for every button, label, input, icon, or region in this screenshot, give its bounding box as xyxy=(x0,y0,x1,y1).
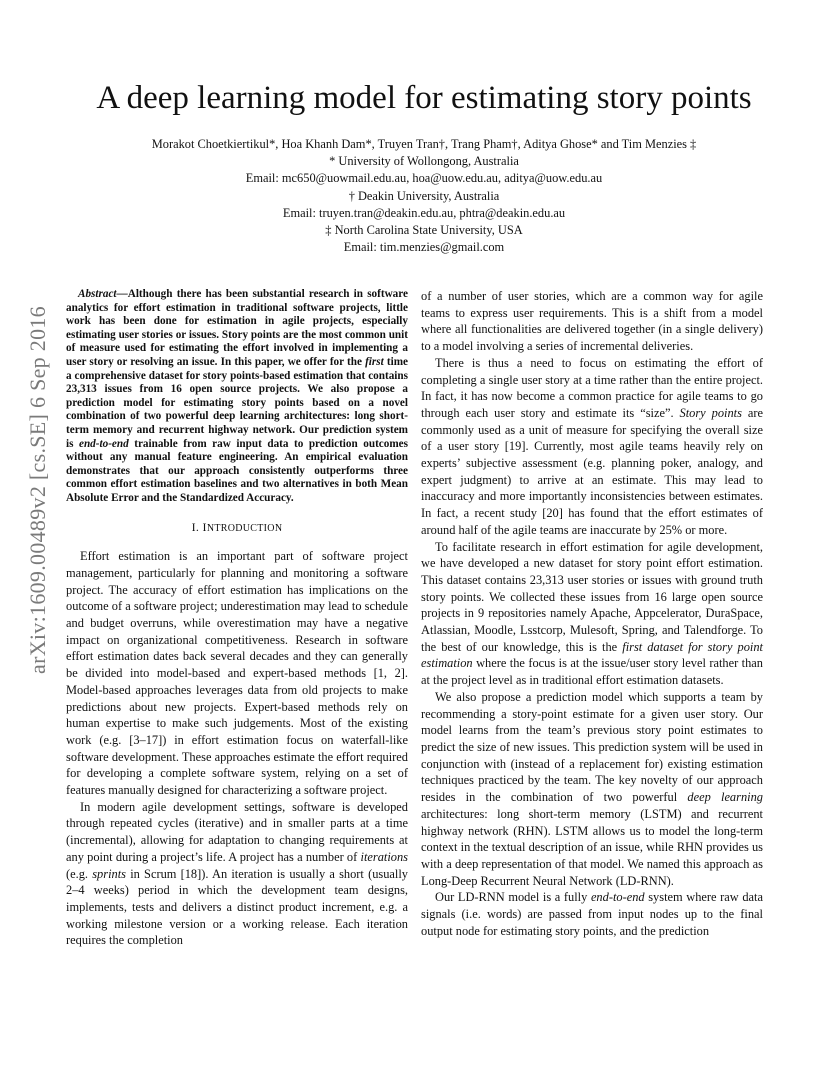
section-heading-introduction: I. INTRODUCTION xyxy=(191,519,283,534)
author-block xyxy=(60,136,788,256)
paper-title: A deep learning model for estimating story points xyxy=(96,80,752,116)
right-column xyxy=(421,288,763,939)
email-2: Email: truyen.tran@deakin.edu.au, phtra@deakin.edu.au xyxy=(282,205,566,220)
intro-paragraph-7: Our LD-RNN model is a fully end-to-end system where raw data signals (i.e. words) are passed from input nodes up to the final output node for estimating story points, and the prediction xyxy=(421,890,763,938)
email-1: Email: mc650@uowmail.edu.au, hoa@uow.edu.au, aditya@uow.edu.au xyxy=(245,171,603,186)
author-names: Morakot Choetkiertikul*, Hoa Khanh Dam*, Truyen Tran†, Trang Pham†, Aditya Ghose* and Tim Menzies ‡ xyxy=(151,137,697,151)
arxiv-id-text: arXiv:1609.00489v2 [cs.SE] 6 Sep 2016 xyxy=(25,306,50,674)
intro-paragraph-4: There is thus a need to focus on estimating the effort of completing a single user story at a time rather than the entire project. In fact, it has now become a common practice for agile teams to go through each user story and estimate its “size”. Story points are commonly used as a unit of measure for specifying the overall size of a user story [19]. Currently, most agile teams heavily rely on experts’ subjective assessment (e.g. planning poker, analogy, and expert judgment) to arrive at an estimate. This may lead to inaccuracy and more importantly inconsistencies between estimates. In fact, a recent study [20] has found that the effort estimates of around half of the agile teams are inaccurate by 25% or more. xyxy=(421,355,763,537)
abstract-label: Abstract xyxy=(78,288,117,300)
intro-paragraph-6: We also propose a prediction model which supports a team by recommending a story-point estimate for a given user story. Our model learns from the team’s previous story point estimates to predict the size of new issues. This prediction system will be used in conjunction with (instead of a replacement for) existing estimation techniques practiced by the team. The key novelty of our approach resides in the combination of two powerful deep learning architectures: long short-term memory (LSTM) and recurrent highway network (RHN). LSTM allows us to model the long-term context in the textual description of an issue, while RHN provides us with a deep representation of that model. We named this approach as Long-Deep Recurrent Neural Network (LD-RNN). xyxy=(421,689,763,888)
arxiv-identifier xyxy=(20,298,56,682)
affiliation-3: ‡ North Carolina State University, USA xyxy=(325,223,523,238)
affiliation-1: * University of Wollongong, Australia xyxy=(329,154,519,169)
intro-paragraph-2: In modern agile development settings, software is developed through repeated cycles (iterative) and in smaller parts at a time (incremental), allowing for adaptation to changing requirements at any point during a project’s life. A project has a number of iterations (e.g. sprints in Scrum [18]). An iteration is usually a short (usually 2–4 weeks) period in which the development team designs, implements, tests and delivers a distinct product increment, e.g. a working milestone version or a working release. Each iteration requires the completion xyxy=(66,799,408,948)
affiliation-2: † Deakin University, Australia xyxy=(348,188,500,203)
email-3: Email: tim.menzies@gmail.com xyxy=(343,240,505,255)
left-column xyxy=(66,288,408,949)
intro-paragraph-5: To facilitate research in effort estimation for agile development, we have developed a new dataset for story point effort estimation. This dataset contains 23,313 user stories or issues with ground truth story points. We collected these issues from 16 large open source projects in 9 repositories namely Apache, Appcelerator, DuraSpace, Atlassian, Moodle, Lsstcorp, Mulesoft, Spring, and Talendforge. To the best of our knowledge, this is the first dataset for story point estimation where the focus is at the issue/user story level rather than at the project level as in traditional effort estimation datasets. xyxy=(421,539,763,688)
abstract: Abstract—Although there has been substantial research in software analytics for effort estimation in traditional software projects, little work has been done for estimation in agile projects, especially estimating user stories or issues. Story points are the most common unit of measure used for estimating the effort involved in implementing a user story or resolving an issue. In this paper, we offer for the first time a comprehensive dataset for story points-based estimation that contains 23,313 issues from 16 open source projects. We also propose a prediction model for estimating story points based on a novel combination of two powerful deep learning architectures: long short-term memory and recurrent highway network. Our prediction system is end-to-end trainable from raw input data to prediction outcomes without any manual feature engineering. An empirical evaluation demonstrates that our approach consistently outperforms three common effort estimation baselines and two alternatives in both Mean Absolute Error and the Standardized Accuracy. xyxy=(66,288,408,504)
intro-paragraph-3: of a number of user stories, which are a common way for agile teams to express user requirements. This is a shift from a model where all functionalities are delivered together (in a single delivery) to a model involving a series of incremental deliveries. xyxy=(421,289,763,354)
intro-paragraph-1: Effort estimation is an important part of software project management, particularly for planning and monitoring a software project. The accuracy of effort estimation has implications on the outcome of a software project; underestimation may lead to schedule and budget overruns, while overestimation may have a negative impact on organizational competitiveness. Research in software effort estimation dates back several decades and they can generally be divided into model-based and expert-based methods [1, 2]. Model-based approaches leverages data from old projects to make predictions about new projects. Expert-based methods rely on human expertise to make such judgements. Most of the existing work (e.g. [3–17]) in effort estimation focus on waterfall-like software development. These approaches estimate the effort required for developing a complete software system, relying on a set of features manually designed for characterizing a software project. xyxy=(66,549,408,798)
